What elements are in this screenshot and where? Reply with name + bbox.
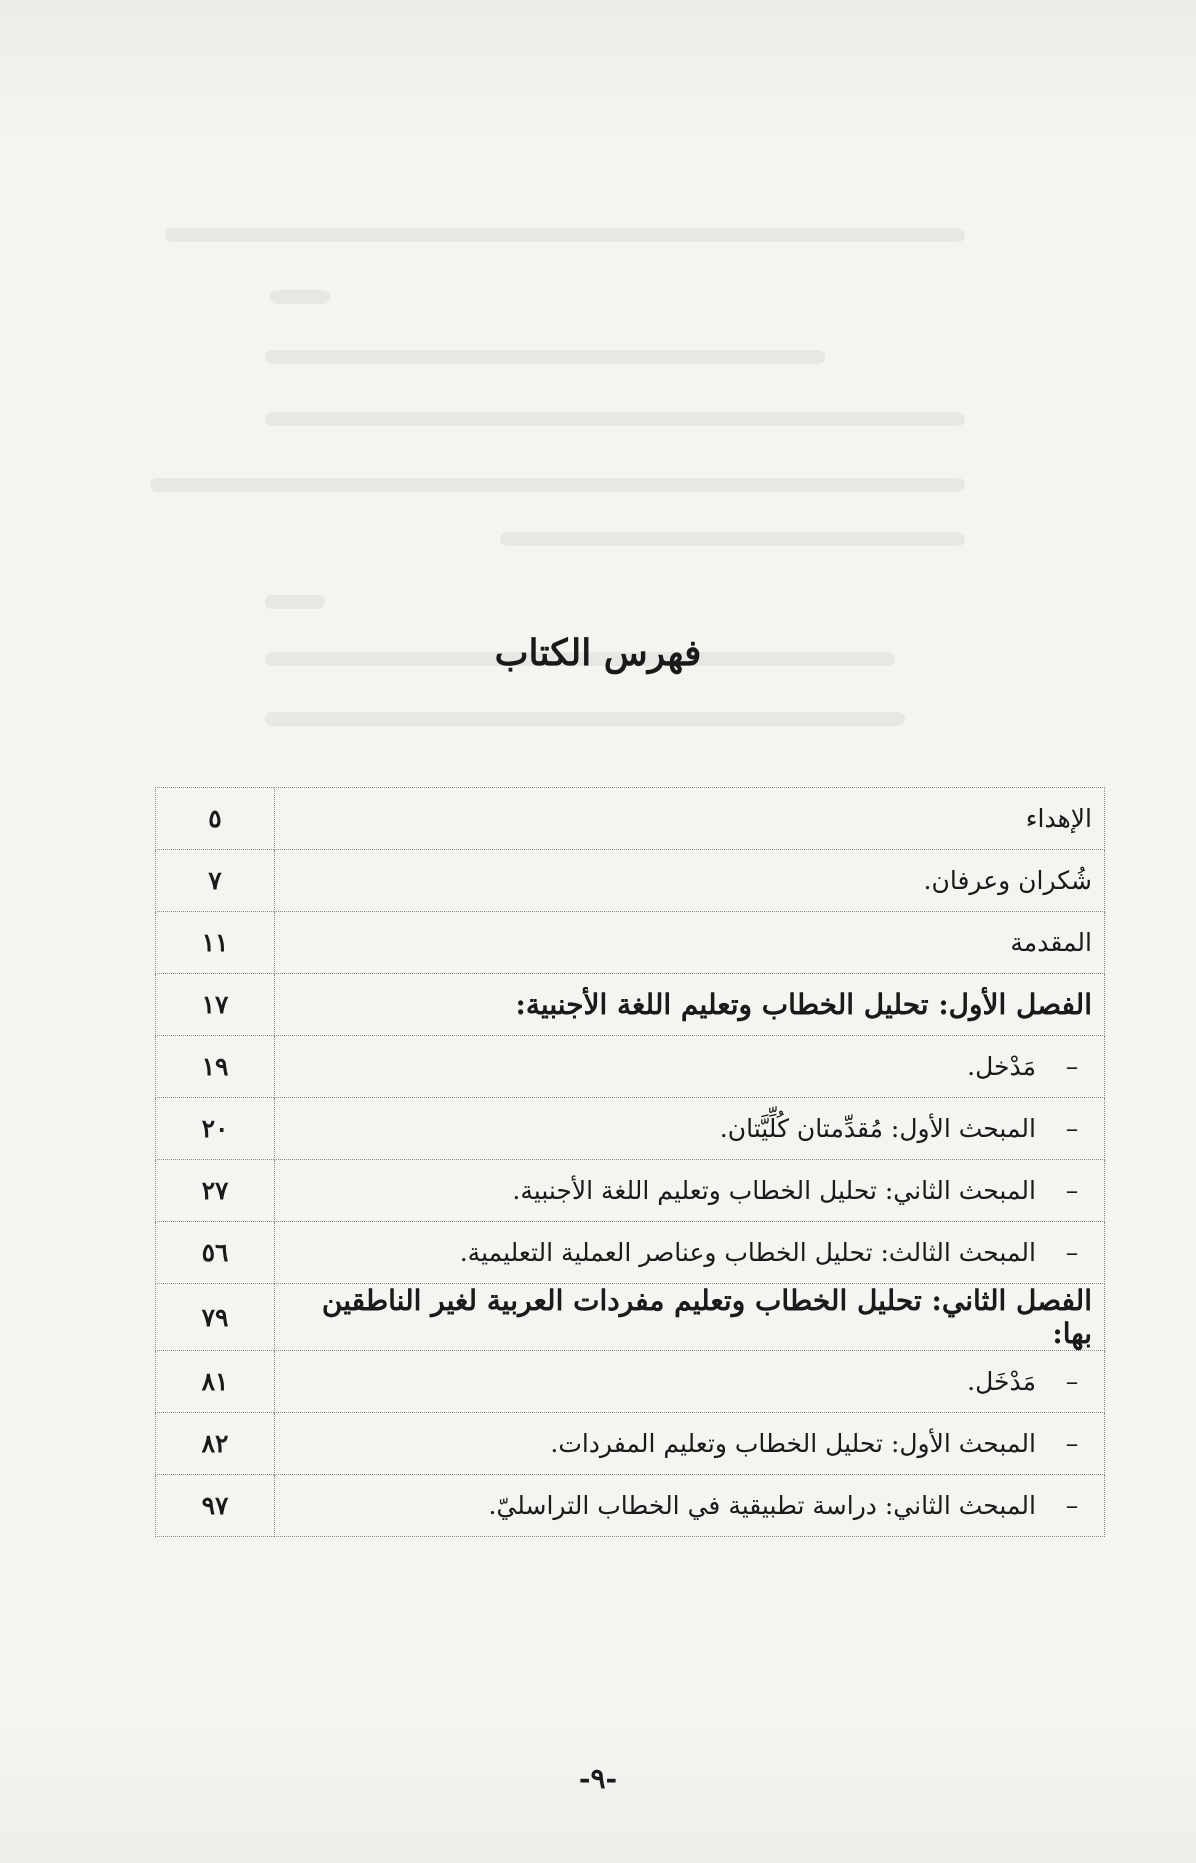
- toc-row: [156, 1160, 1105, 1222]
- bleed-through-line: [265, 412, 965, 426]
- toc-entry-title: [275, 1475, 1105, 1537]
- toc-entry-title: [275, 1222, 1105, 1284]
- toc-entry-text: شُكران وعرفان.: [923, 866, 1092, 895]
- dash-bullet: –: [1065, 1114, 1079, 1143]
- toc-entry-text: الإهداء: [1025, 804, 1092, 833]
- toc-entry-text: المبحث الثاني: تحليل الخطاب وتعليم اللغة الأجنبية.: [512, 1176, 1036, 1205]
- toc-page-number: ٧: [156, 850, 275, 912]
- toc-page-number: ٢٧: [156, 1160, 275, 1222]
- toc-entry-title: [275, 1413, 1105, 1475]
- toc-entry-title: [275, 912, 1105, 974]
- toc-entry-title: [275, 1098, 1105, 1160]
- toc-entry-title: [275, 1160, 1105, 1222]
- dash-bullet: –: [1065, 1367, 1079, 1396]
- toc-page-number: ٥: [156, 788, 275, 850]
- toc-row: [156, 1098, 1105, 1160]
- toc-entry-text: الفصل الأول: تحليل الخطاب وتعليم اللغة الأجنبية:: [515, 988, 1092, 1021]
- toc-entry-text: المبحث الأول: مُقدِّمتان كُلِّيَّتان.: [719, 1114, 1036, 1143]
- toc-row: [156, 1413, 1105, 1475]
- page-number: -٩-: [578, 1762, 618, 1795]
- toc-chapter-row: [156, 1284, 1105, 1351]
- toc-row: [156, 850, 1105, 912]
- toc-row: [156, 912, 1105, 974]
- toc-page-number: ٥٦: [156, 1222, 275, 1284]
- toc-chapter-row: [156, 974, 1105, 1036]
- bleed-through-line: [265, 712, 905, 726]
- toc-entry-text: المبحث الأول: تحليل الخطاب وتعليم المفردات.: [550, 1429, 1036, 1458]
- page-title: فهرس الكتاب: [494, 632, 702, 674]
- toc-page-number: ٨١: [156, 1351, 275, 1413]
- dash-bullet: –: [1065, 1052, 1079, 1081]
- toc-row: [156, 1036, 1105, 1098]
- bleed-through-line: [270, 290, 330, 304]
- toc-entry-text: مَدْخل.: [967, 1052, 1036, 1081]
- toc-row: [156, 1351, 1105, 1413]
- bleed-through-line: [500, 532, 965, 546]
- toc-entry-title: [275, 1284, 1105, 1351]
- dash-bullet: –: [1065, 1429, 1079, 1458]
- toc-entry-text: المبحث الثاني: دراسة تطبيقية في الخطاب التراسليّ.: [488, 1491, 1036, 1520]
- bleed-through-line: [265, 595, 325, 609]
- table-of-contents: [155, 787, 1105, 1537]
- toc-entry-title: [275, 788, 1105, 850]
- toc-page-number: ٨٢: [156, 1413, 275, 1475]
- toc-entry-title: [275, 974, 1105, 1036]
- toc-entry-title: [275, 1351, 1105, 1413]
- toc-entry-text: مَدْخَل.: [967, 1367, 1036, 1396]
- toc-entry-text: الفصل الثاني: تحليل الخطاب وتعليم مفردات العربية لغير الناطقين بها:: [321, 1284, 1092, 1350]
- bleed-through-line: [150, 478, 965, 492]
- toc-entry-title: [275, 1036, 1105, 1098]
- dash-bullet: –: [1065, 1176, 1079, 1205]
- toc-page-number: ١١: [156, 912, 275, 974]
- toc-entry-text: المقدمة: [1010, 928, 1092, 957]
- toc-page-number: ١٩: [156, 1036, 275, 1098]
- toc-row: [156, 1222, 1105, 1284]
- toc-page-number: ٢٠: [156, 1098, 275, 1160]
- toc-row: [156, 788, 1105, 850]
- toc-entry-title: [275, 850, 1105, 912]
- toc-row: [156, 1475, 1105, 1537]
- toc-page-number: ١٧: [156, 974, 275, 1036]
- dash-bullet: –: [1065, 1238, 1079, 1267]
- bleed-through-line: [165, 228, 965, 242]
- toc-page-number: ٩٧: [156, 1475, 275, 1537]
- toc-entry-text: المبحث الثالث: تحليل الخطاب وعناصر العملية التعليمية.: [459, 1238, 1036, 1267]
- dash-bullet: –: [1065, 1491, 1079, 1520]
- bleed-through-line: [265, 350, 825, 364]
- toc-page-number: ٧٩: [156, 1284, 275, 1351]
